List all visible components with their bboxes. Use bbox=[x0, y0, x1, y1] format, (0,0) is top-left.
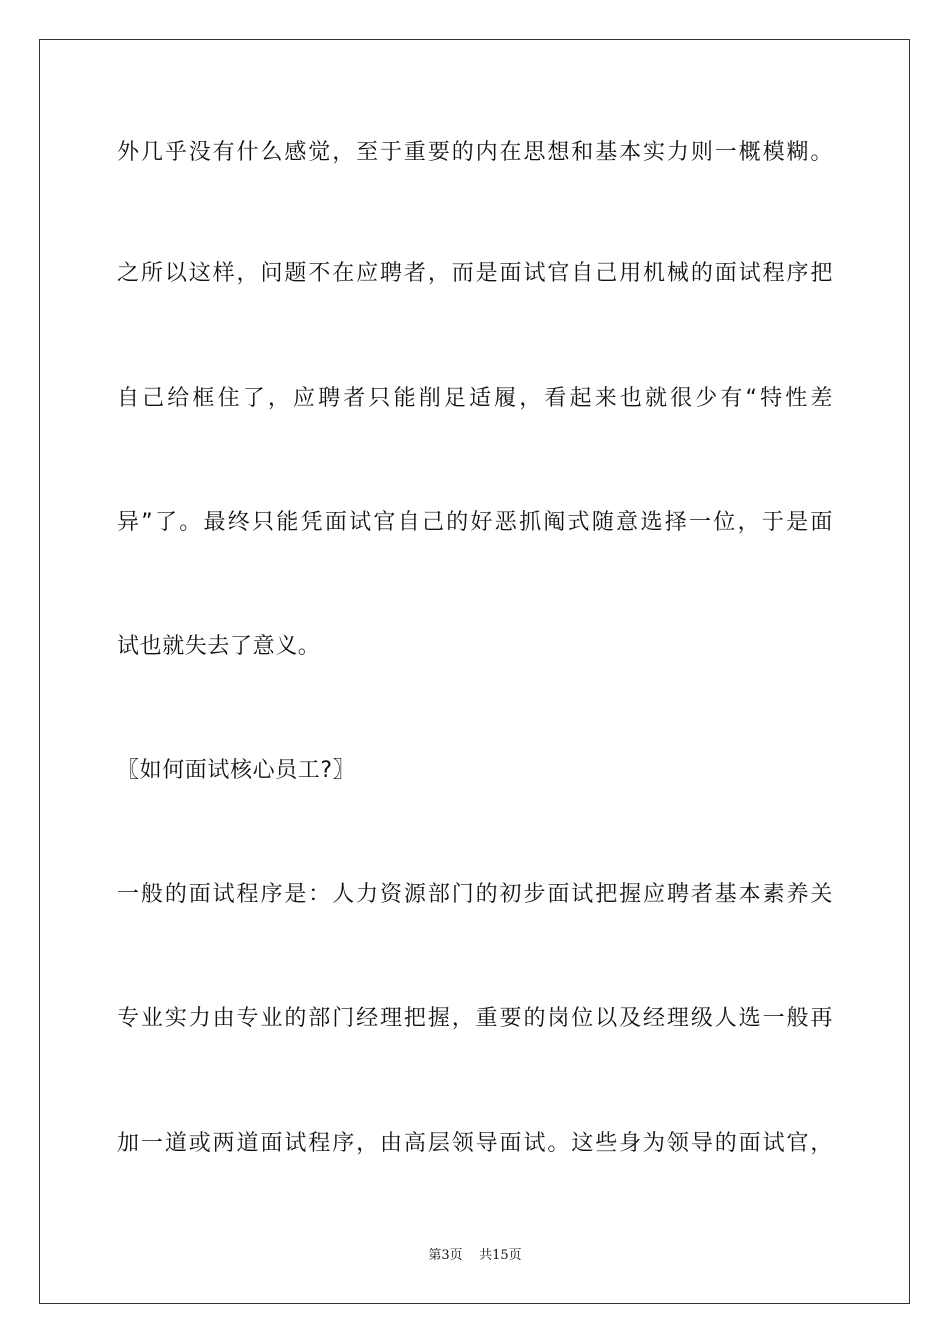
body-text-line-8: 加一道或两道面试程序，由高层领导面试。这些身为领导的面试官， bbox=[117, 1131, 833, 1156]
body-text-line-7: 专业实力由专业的部门经理把握，重要的岗位以及经理级人选一般再 bbox=[117, 1006, 833, 1031]
body-text-line-1: 外几乎没有什么感觉，至于重要的内在思想和基本实力则一概模糊。 bbox=[117, 140, 833, 165]
body-text-line-6: 一般的面试程序是：人力资源部门的初步面试把握应聘者基本素养关 bbox=[117, 882, 833, 907]
page-footer bbox=[0, 1247, 950, 1265]
page-number: 第3页 bbox=[428, 1248, 463, 1263]
body-text-line-4: 异”了。最终只能凭面试官自己的好恶抓阄式随意选择一位，于是面 bbox=[117, 510, 833, 535]
body-text-line-3: 自己给框住了，应聘者只能削足适履，看起来也就很少有“特性差 bbox=[117, 386, 833, 411]
body-text-line-5: 试也就失去了意义。 bbox=[117, 634, 321, 659]
section-heading: 〖如何面试核心员工?〗 bbox=[117, 758, 356, 783]
total-pages: 共15页 bbox=[479, 1248, 522, 1263]
page-border bbox=[39, 39, 910, 1304]
body-text-line-2: 之所以这样，问题不在应聘者，而是面试官自己用机械的面试程序把 bbox=[117, 261, 833, 286]
